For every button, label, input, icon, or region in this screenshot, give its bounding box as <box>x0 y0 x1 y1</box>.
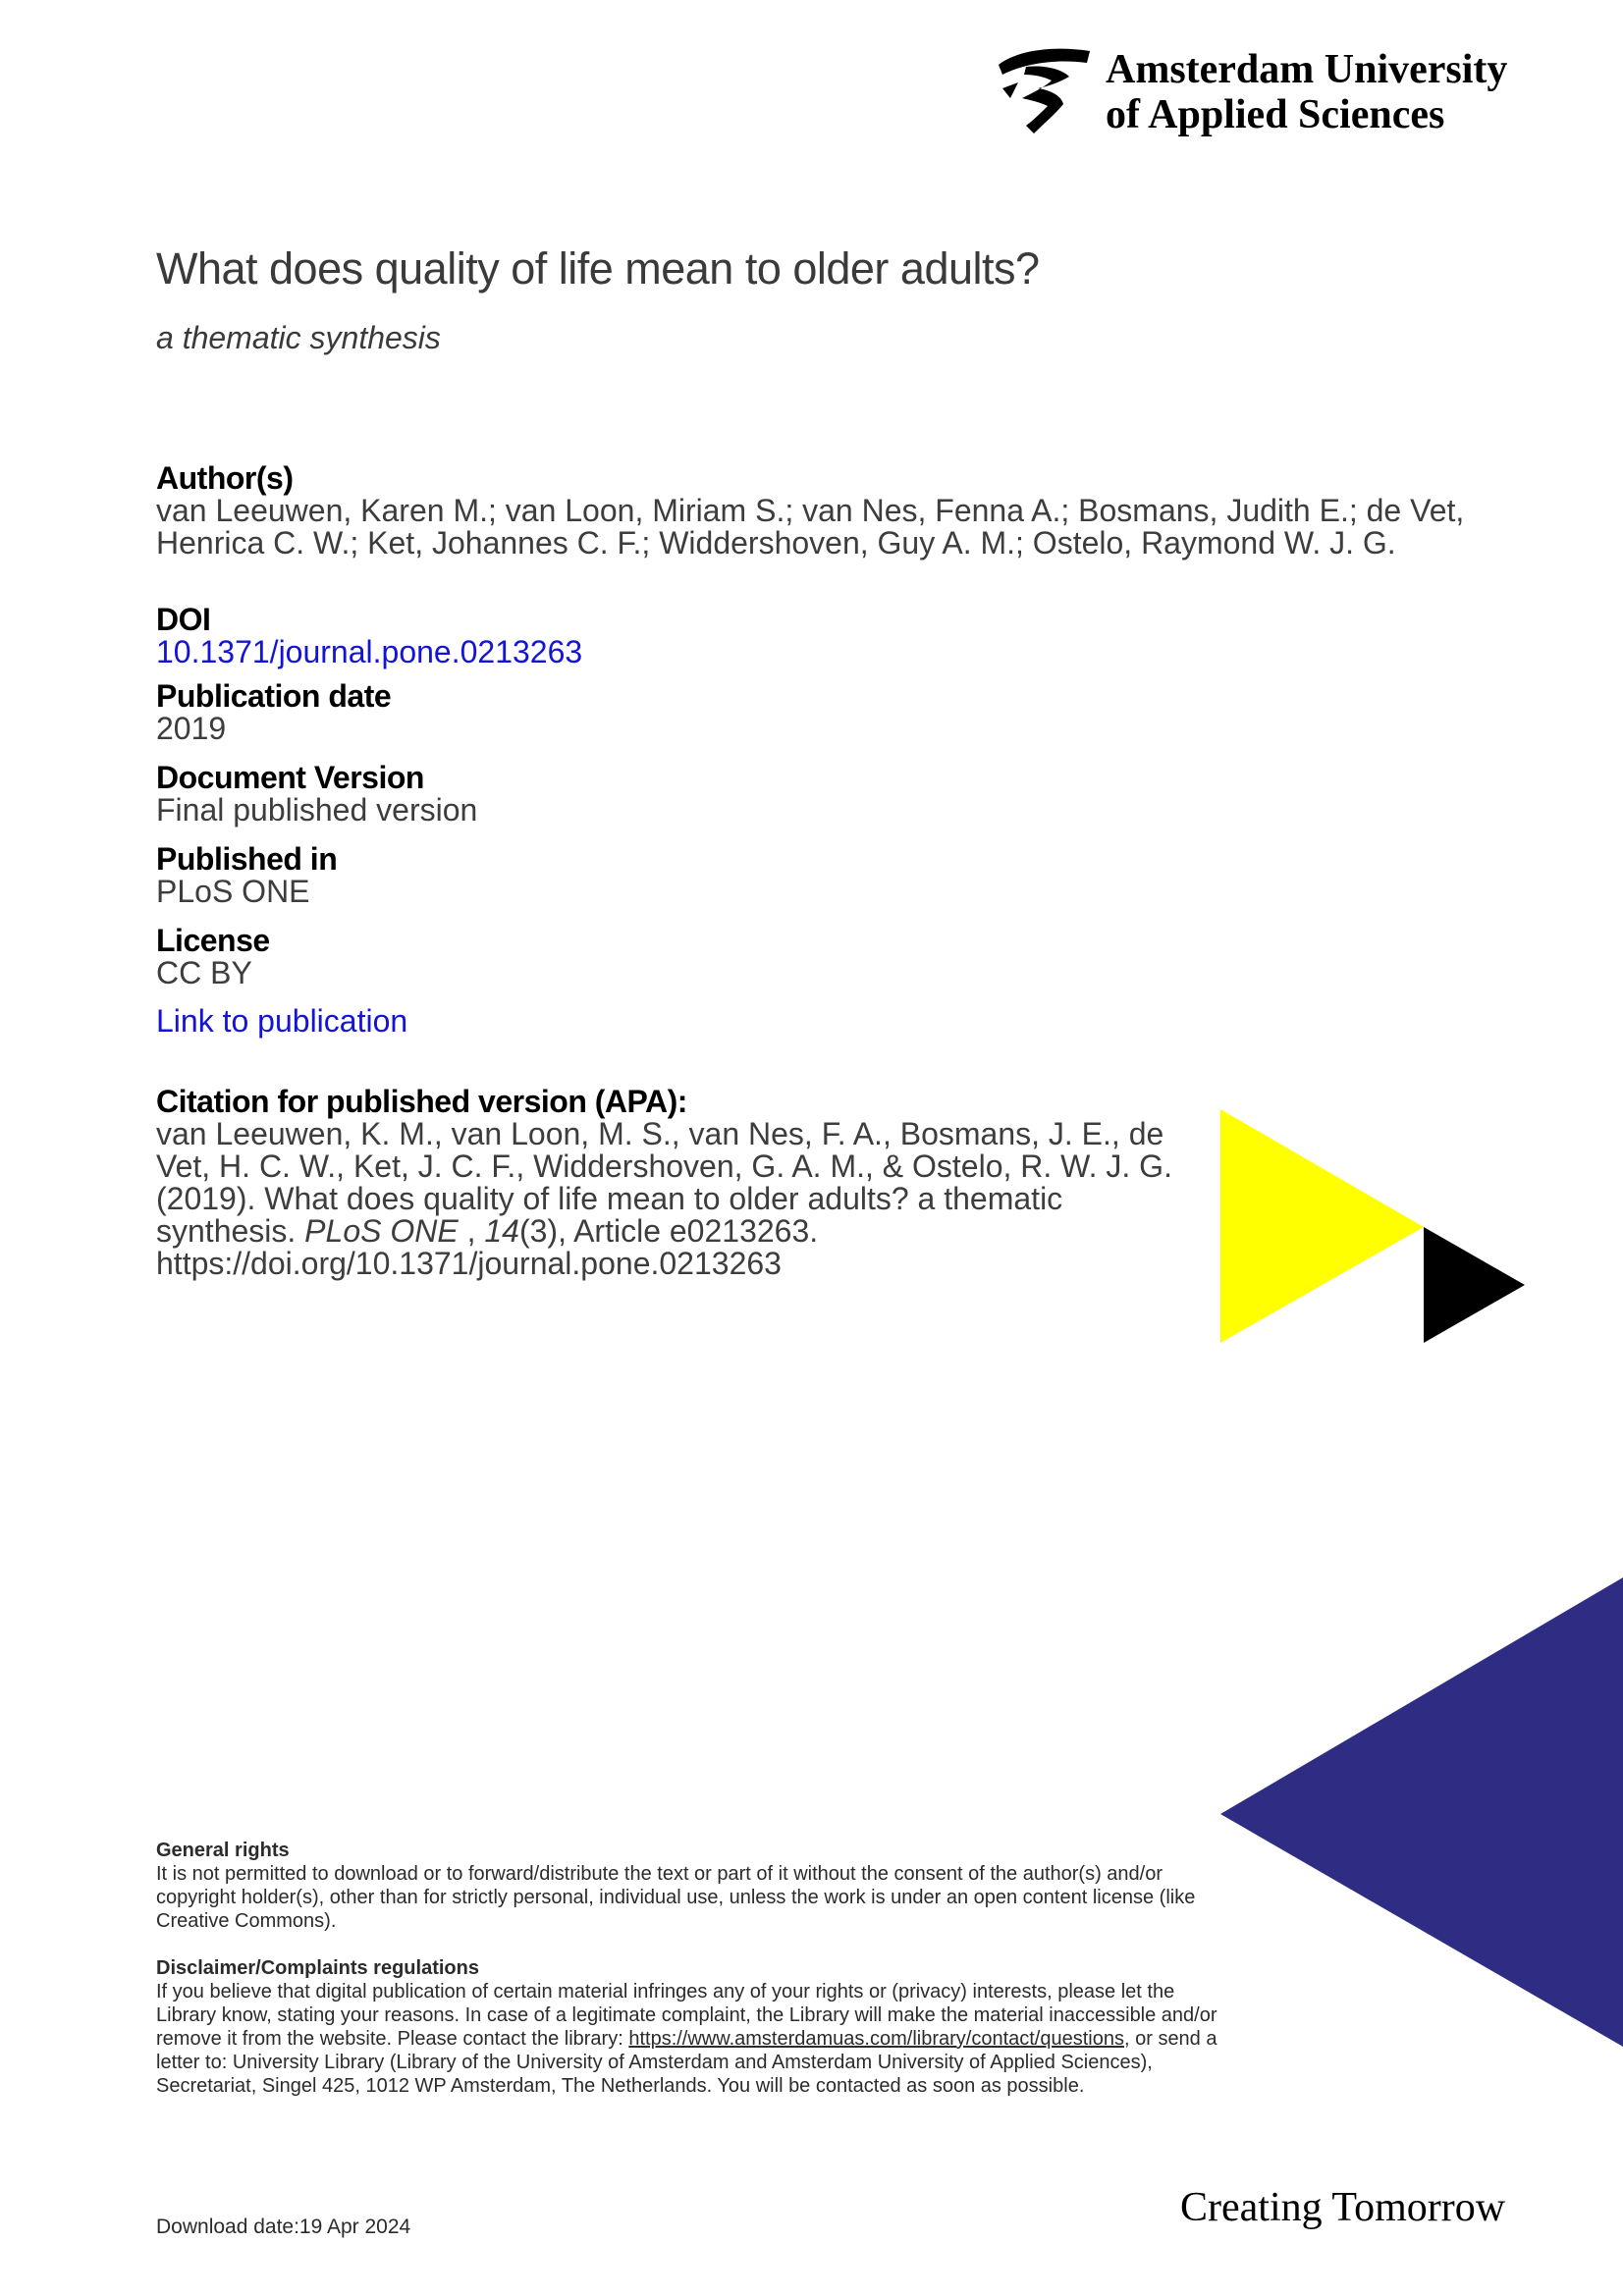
hva-logo-icon <box>997 43 1095 137</box>
citation-volume: 14 <box>484 1213 519 1249</box>
document-version-section <box>156 761 1521 827</box>
disclaimer-text-1: If you believe that digital publication of certain material infringes any of your rights or (privacy) interests, please let the Library know, stating your reasons. In case of a legitimate complaint, the Library will make the material inaccessible and/or remove it from the website. Please contact the library: <box>156 1981 1217 2050</box>
blue-triangle <box>1220 1577 1623 2047</box>
license-value: CC BY <box>156 955 252 990</box>
disclaimer-text-2: , or send a letter to: University Library (Library of the University of Amsterdam and Amsterdam University of Applied Sciences), Secretariat, Singel 425, 1012 WP Amsterdam, The Netherlands. You will be contacted as soon as possible. <box>156 2028 1217 2097</box>
document-subtitle: a thematic synthesis <box>156 320 441 355</box>
authors-section <box>156 461 1521 560</box>
general-rights-text: It is not permitted to download or to forward/distribute the text or part of it without the consent of the author(s) and/or copyright holder(s), other than for strictly personal, individual use, unless the work is under an open content license (like Creative Commons). <box>156 1863 1196 1932</box>
citation-section <box>156 1085 1197 1280</box>
document-title: What does quality of life mean to older adults? <box>156 243 1040 294</box>
black-triangle <box>1424 1227 1525 1343</box>
authors-value: van Leeuwen, Karen M.; van Loon, Miriam S.; van Nes, Fenna A.; Bosmans, Judith E.; de Vet, Henrica C. W.; Ket, Johannes C. F.; Widdershoven, Guy A. M.; Ostelo, Raymond W. J. G. <box>156 493 1465 561</box>
publication-date-section <box>156 679 1521 745</box>
citation-part-1: van Leeuwen, K. M., van Loon, M. S., van Nes, F. A., Bosmans, J. E., de Vet, H. C. W., Ket, J. C. F., Widdershoven, G. A. M., & Ostelo, R. W. J. G. (2019). What does quality of life mean to older adults? a thematic synthesis. <box>156 1116 1172 1249</box>
authors-label: Author(s) <box>156 460 294 496</box>
citation-part-2: (3), Article e0213263. https://doi.org/10.1371/journal.pone.0213263 <box>156 1213 819 1281</box>
citation-separator: , <box>458 1213 485 1249</box>
logo-line-2: of Applied Sciences <box>1106 92 1445 137</box>
license-section <box>156 924 1521 989</box>
logo-line-1: Amsterdam University <box>1106 47 1508 92</box>
download-date: Download date:19 Apr 2024 <box>156 2216 411 2238</box>
document-version-value: Final published version <box>156 792 478 828</box>
library-contact-link[interactable]: https://www.amsterdamuas.com/library/contact/questions <box>628 2028 1124 2050</box>
university-logo <box>997 39 1546 147</box>
general-rights-heading: General rights <box>156 1840 290 1861</box>
published-in-section <box>156 842 1521 908</box>
citation-text <box>156 1118 1197 1280</box>
doi-section <box>156 603 1521 668</box>
citation-label: Citation for published version (APA): <box>156 1084 687 1119</box>
disclaimer-heading: Disclaimer/Complaints regulations <box>156 1957 479 1979</box>
publication-date-label: Publication date <box>156 678 392 714</box>
license-label: License <box>156 923 270 958</box>
published-in-value: PLoS ONE <box>156 874 310 909</box>
rights-section <box>156 1839 1236 2098</box>
publication-date-value: 2019 <box>156 711 227 746</box>
citation-journal: PLoS ONE <box>304 1213 459 1249</box>
document-version-label: Document Version <box>156 760 424 795</box>
disclaimer-text <box>156 1980 1236 2098</box>
yellow-triangle <box>1220 1109 1424 1343</box>
doi-label: DOI <box>156 602 211 637</box>
published-in-label: Published in <box>156 841 338 877</box>
doi-link[interactable]: 10.1371/journal.pone.0213263 <box>156 634 583 669</box>
link-to-publication[interactable]: Link to publication <box>156 1003 408 1039</box>
tagline: Creating Tomorrow <box>1180 2185 1506 2230</box>
